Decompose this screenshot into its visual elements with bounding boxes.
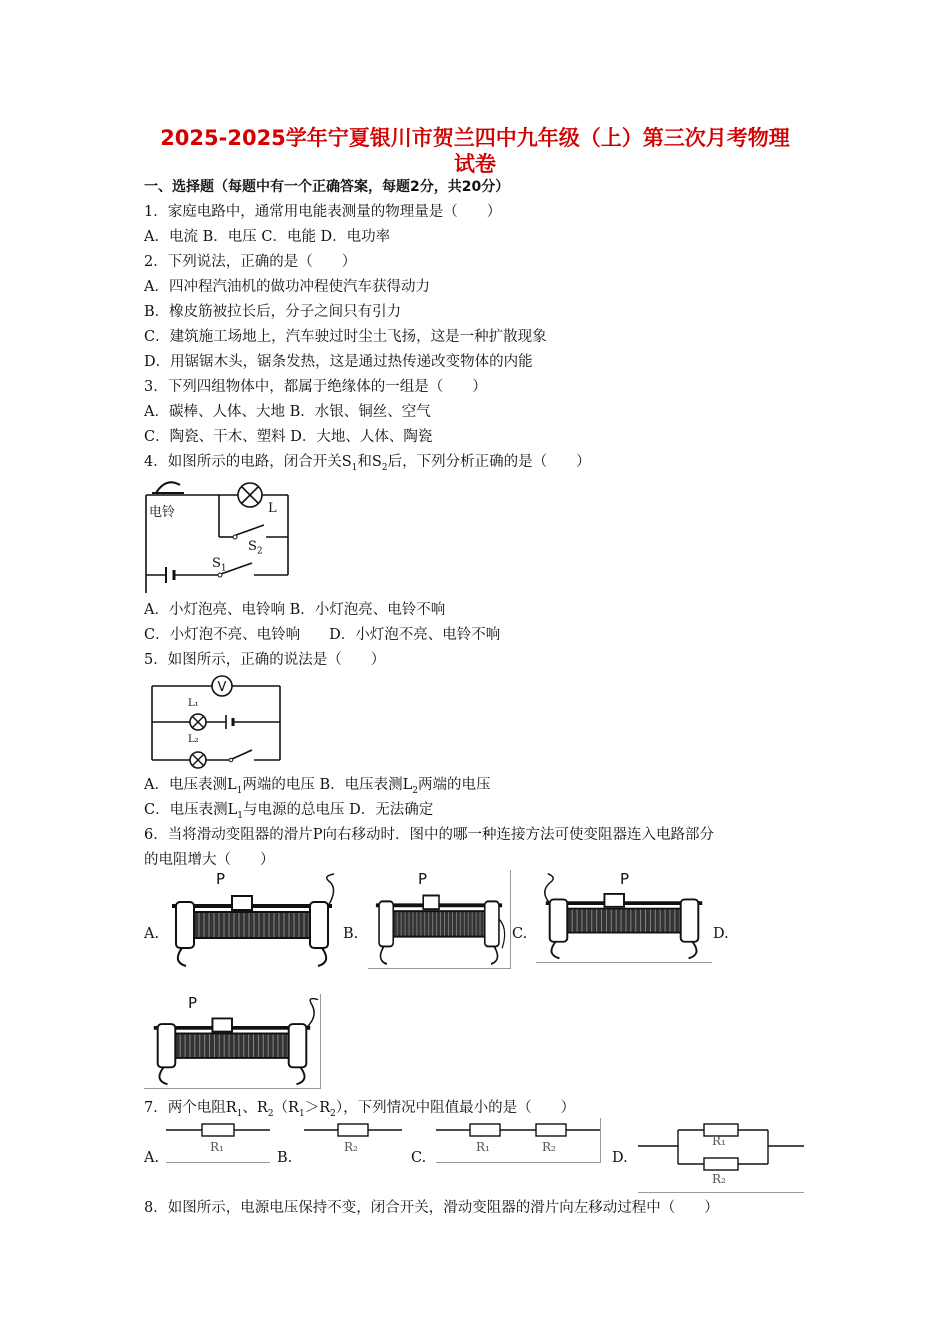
- q2-option-b: B．橡皮筋被拉长后，分子之间只有引力: [144, 304, 402, 320]
- q5-ab-pre: A．电压表测L: [144, 777, 237, 793]
- q4-s1-label: [212, 556, 227, 574]
- q7-b-r2-label: R₂: [344, 1140, 358, 1154]
- q3-options-ab: A．碳棒、人体、大地 B．水银、铜丝、空气: [144, 404, 431, 420]
- rheostat-right-end: [310, 902, 328, 948]
- q7-a-r1-label: R₁: [210, 1140, 224, 1154]
- rheostat-left-end: [379, 901, 393, 946]
- q5-ab-mid: 两端的电压 B．电压表测L: [242, 777, 413, 793]
- q5-circuit-diagram: [144, 672, 284, 772]
- q6-rheostat-d: [144, 994, 320, 1088]
- q5-ab-sub2: 2: [412, 785, 418, 796]
- section-heading: 一、选择题（每题中有一个正确答案，每题2分，共20分）: [144, 179, 510, 195]
- q4-s1-sub-label: 1: [220, 563, 227, 574]
- rheostat-right-end: [485, 901, 499, 946]
- rheostat-legs: [551, 942, 696, 959]
- q7-stem-post: ），下列情况中阻值最小的是（ ）: [335, 1100, 576, 1116]
- q4-s2-label: [248, 539, 263, 557]
- rheostat-legs: [380, 946, 497, 964]
- q6-figure-c: [536, 870, 712, 963]
- q7-option-d-label: D.: [612, 1150, 628, 1166]
- q5-options-cd: [144, 800, 433, 826]
- rheostat-left-end: [550, 899, 568, 941]
- q7-sub3: 1: [298, 1108, 305, 1119]
- q6-slider-p-d: P: [188, 994, 198, 1012]
- q4-s1-sub: 1: [351, 462, 358, 473]
- rheostat-right-end: [289, 1024, 307, 1067]
- q1-stem: 1．家庭电路中，通常用电能表测量的物理量是（ ）: [144, 204, 502, 220]
- q7-stem-pre: 7．两个电阻R: [144, 1100, 237, 1116]
- rheostat-slider: [604, 894, 624, 907]
- q7-figure-a: [166, 1118, 270, 1163]
- q4-lamp-label: L: [268, 501, 277, 516]
- q2-option-a: A．四冲程汽油机的做功冲程使汽车获得动力: [144, 279, 430, 295]
- rheostat-right-end: [681, 899, 699, 941]
- rheostat-wire: [306, 999, 318, 1028]
- rheostat-left-end: [176, 902, 194, 948]
- q3-stem: 3．下列四组物体中，都属于绝缘体的一组是（ ）: [144, 379, 487, 395]
- q6-slider-p-a: P: [216, 870, 226, 888]
- rheostat-legs: [159, 1067, 304, 1084]
- q2-stem: 2．下列说法，正确的是（ ）: [144, 254, 357, 270]
- rheostat-wire: [327, 874, 334, 906]
- q5-options-ab: [144, 775, 490, 801]
- rheostat-slider: [423, 895, 439, 909]
- q7-c-r1-label: R₁: [476, 1140, 490, 1154]
- q4-circuit-figure: [144, 475, 290, 597]
- q4-s1-letter: S: [212, 556, 221, 571]
- q7-sub4: 2: [330, 1108, 336, 1119]
- q7-d-r1-label: R₁: [712, 1134, 726, 1148]
- q4-bell-label: 电铃: [149, 505, 176, 520]
- q4-s2-sub-label: 2: [256, 546, 263, 557]
- exam-title-line2: 试卷: [454, 152, 496, 176]
- q4-s2-letter: S: [248, 539, 257, 554]
- rheostat-legs: [178, 948, 326, 966]
- q1-options: A．电流 B．电压 C．电能 D．电功率: [144, 229, 391, 245]
- q6-option-a-label: A.: [144, 926, 160, 942]
- q7-option-b-label: B.: [277, 1150, 293, 1166]
- rheostat-slider: [232, 896, 252, 910]
- q4-stem-pre: 4．如图所示的电路，闭合开关S: [144, 454, 352, 470]
- q7-figure-c: [436, 1118, 601, 1163]
- q5-circuit-figure: [144, 672, 284, 772]
- q6-rheostat-b: [368, 870, 510, 968]
- q5-voltmeter-label: V: [217, 680, 227, 695]
- q2-option-c: C．建筑施工场地上，汽车驶过时尘土飞扬，这是一种扩散现象: [144, 329, 547, 345]
- q4-circuit-diagram: [144, 475, 290, 597]
- q4-stem: [144, 452, 591, 478]
- q5-ab-sub1: 1: [236, 785, 243, 796]
- q6-rheostat-a: [162, 870, 342, 970]
- q4-options-ab: A．小灯泡亮、电铃响 B．小灯泡亮、电铃不响: [144, 602, 446, 618]
- q7-d-r2-label: R₂: [712, 1172, 726, 1186]
- q4-stem-mid: 和S: [357, 454, 382, 470]
- rheostat-wire: [499, 919, 505, 948]
- q6-slider-p-b: P: [418, 870, 428, 888]
- q7-c-r2-label: R₂: [542, 1140, 556, 1154]
- q5-cd-pre: C．电压表测L: [144, 802, 238, 818]
- q6-stem-line1: 6．当将滑动变阻器的滑片P向右移动时．图中的哪一种连接方法可使变阻器连入电路部分: [144, 827, 714, 843]
- q7-option-a-label: A.: [144, 1150, 160, 1166]
- q6-figure-b: [368, 870, 511, 969]
- rheostat-slider: [212, 1018, 232, 1031]
- rheostat-left-end: [158, 1024, 176, 1067]
- q6-option-c-label: C.: [512, 926, 528, 942]
- q4-s2-sub: 2: [381, 462, 388, 473]
- q6-figure-d: [144, 994, 321, 1089]
- q7-figure-d: [638, 1118, 804, 1193]
- rheostat-wire: [545, 874, 553, 903]
- exam-title-line1: 2025-2025学年宁夏银川市贺兰四中九年级（上）第三次月考物理: [160, 126, 790, 150]
- q7-sub1: 1: [236, 1108, 243, 1119]
- q5-l1-label: L₁: [188, 698, 199, 709]
- q6-figure-a: [162, 870, 342, 970]
- q7-paren-open: （R: [273, 1100, 299, 1116]
- q5-ab-post: 两端的电压: [417, 777, 491, 793]
- q4-stem-post: 后，下列分析正确的是（ ）: [387, 454, 591, 470]
- q6-stem-line2: 的电阻增大（ ）: [144, 852, 275, 868]
- q7-option-c-label: C.: [411, 1150, 427, 1166]
- q8-stem: 8．如图所示，电源电压保持不变，闭合开关，滑动变阻器的滑片向左移动过程中（ ）: [144, 1200, 719, 1216]
- q6-slider-p-c: P: [620, 870, 630, 888]
- q2-option-d: D．用锯锯木头，锯条发热，这是通过热传递改变物体的内能: [144, 354, 533, 370]
- q7-resistor-c: [436, 1118, 600, 1162]
- q6-option-b-label: B.: [343, 926, 359, 942]
- q6-option-d-label: D.: [713, 926, 729, 942]
- q3-options-cd: C．陶瓷、干木、塑料 D．大地、人体、陶瓷: [144, 429, 433, 445]
- q7-figure-b: [304, 1118, 402, 1162]
- q7-gt: ＞R: [304, 1100, 331, 1116]
- q4-options-cd: C．小灯泡不亮、电铃响 D．小灯泡不亮、电铃不响: [144, 627, 501, 643]
- q5-cd-post: 与电源的总电压 D．无法确定: [242, 802, 434, 818]
- q7-sub2: 2: [267, 1108, 274, 1119]
- q7-sep1: 、R: [242, 1100, 268, 1116]
- q5-l2-label: L₂: [188, 734, 199, 745]
- q5-cd-sub: 1: [237, 810, 243, 821]
- q5-stem: 5．如图所示，正确的说法是（ ）: [144, 652, 386, 668]
